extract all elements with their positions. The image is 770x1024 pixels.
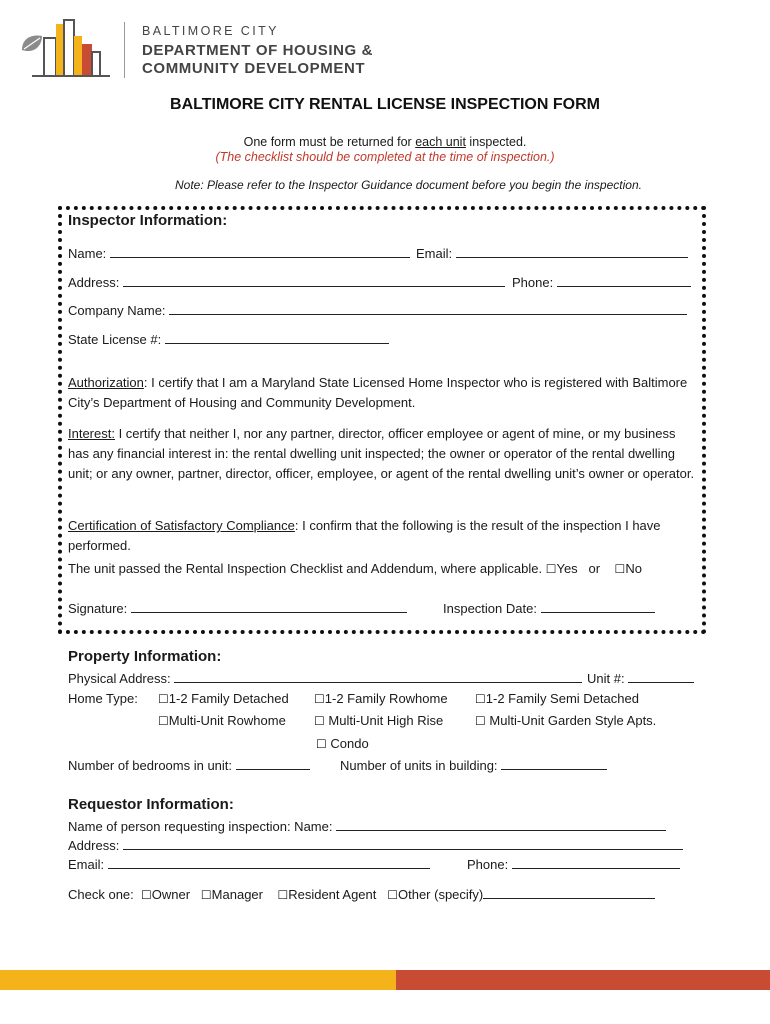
home-type-multi-garden[interactable]: ☐ Multi-Unit Garden Style Apts. bbox=[475, 713, 657, 728]
home-type-1-2-semi-detached[interactable]: ☐1-2 Family Semi Detached bbox=[475, 691, 639, 706]
company-name-field[interactable] bbox=[169, 302, 687, 315]
requestor-email-field[interactable] bbox=[108, 856, 430, 869]
physical-address-row: Physical Address: bbox=[68, 670, 582, 686]
inspector-name-field[interactable] bbox=[110, 245, 410, 258]
timing-note: (The checklist should be completed at the time of inspection.) bbox=[215, 150, 555, 164]
footer-bar-yellow bbox=[0, 970, 396, 990]
logo-graphic bbox=[18, 16, 114, 80]
requestor-name-field[interactable] bbox=[336, 818, 666, 831]
requestor-phone-row: Phone: bbox=[467, 856, 680, 872]
signature-field[interactable] bbox=[131, 600, 407, 613]
home-type-multi-rowhome[interactable]: ☐Multi-Unit Rowhome bbox=[158, 713, 286, 728]
physical-address-field[interactable] bbox=[174, 670, 582, 683]
requestor-address-field[interactable] bbox=[123, 837, 683, 850]
signature-row: Signature: bbox=[68, 600, 407, 616]
inspector-phone-row: Phone: bbox=[512, 274, 691, 290]
unit-row: Unit #: bbox=[587, 670, 694, 686]
bedrooms-field[interactable] bbox=[236, 757, 310, 770]
bedrooms-row: Number of bedrooms in unit: bbox=[68, 757, 310, 773]
hcd-logo bbox=[18, 16, 114, 80]
requestor-heading: Requestor Information: bbox=[68, 796, 234, 813]
state-license-field[interactable] bbox=[165, 331, 389, 344]
company-row: Company Name: bbox=[68, 302, 687, 318]
requestor-address-row: Address: bbox=[68, 837, 683, 853]
passed-yes-checkbox[interactable]: ☐ bbox=[545, 562, 557, 576]
inspector-heading: Inspector Information: bbox=[68, 212, 228, 229]
check-one-row: Check one: ☐Owner ☐Manager ☐Resident Agent ☐Other (specify) bbox=[68, 886, 655, 902]
guidance-note: Note: Please refer to the Inspector Guidance document before you begin the inspection. bbox=[175, 178, 642, 192]
home-type-1-2-detached[interactable]: ☐1-2 Family Detached bbox=[158, 691, 289, 706]
unit-number-field[interactable] bbox=[628, 670, 694, 683]
header-divider bbox=[124, 22, 125, 78]
inspection-date-row: Inspection Date: bbox=[443, 600, 655, 616]
property-heading: Property Information: bbox=[68, 648, 222, 665]
requestor-manager-option[interactable]: ☐Manager bbox=[200, 887, 263, 902]
authorization-paragraph: Authorization: I certify that I am a Maryland State Licensed Home Inspector who is registered with Baltimore City’s Department of Housing and Community Development. bbox=[68, 375, 688, 410]
inspector-email-field[interactable] bbox=[456, 245, 688, 258]
home-type-condo[interactable]: ☐ Condo bbox=[316, 736, 369, 751]
home-type-multi-high-rise[interactable]: ☐ Multi-Unit High Rise bbox=[314, 713, 444, 728]
home-type-label: Home Type: bbox=[68, 691, 138, 706]
passed-no-checkbox[interactable]: ☐ bbox=[614, 562, 626, 576]
requestor-resident-agent-option[interactable]: ☐Resident Agent bbox=[277, 887, 377, 902]
home-type-1-2-rowhome[interactable]: ☐1-2 Family Rowhome bbox=[314, 691, 448, 706]
inspector-name-row: Name: bbox=[68, 245, 410, 261]
license-row: State License #: bbox=[68, 331, 389, 347]
inspector-address-field[interactable] bbox=[123, 274, 505, 287]
org-community: COMMUNITY DEVELOPMENT bbox=[142, 60, 366, 77]
org-city: BALTIMORE CITY bbox=[142, 24, 279, 38]
footer-bar-red bbox=[396, 970, 770, 990]
inspection-date-field[interactable] bbox=[541, 600, 655, 613]
passed-row: The unit passed the Rental Inspection Checklist and Addendum, where applicable. ☐Yes or ☐No bbox=[68, 561, 642, 576]
org-department: DEPARTMENT OF HOUSING & bbox=[142, 42, 374, 59]
requestor-owner-option[interactable]: ☐Owner bbox=[141, 887, 191, 902]
requestor-other-option[interactable]: ☐Other (specify) bbox=[387, 887, 484, 902]
inspector-email-row: Email: bbox=[416, 245, 688, 261]
certification-paragraph: Certification of Satisfactory Compliance: I confirm that the following is the result of the inspection I have performed. bbox=[68, 518, 661, 553]
interest-paragraph: Interest: I certify that neither I, nor any partner, director, officer employee or agent of mine, or my business has any financial interest in: the rental dwelling unit inspected; the owner or operator of the rental dwelling unit; or any owner, partner, director, officer, employee, or agent of the rental dwelling unit’s owner or operator. bbox=[68, 426, 695, 481]
requestor-phone-field[interactable] bbox=[512, 856, 680, 869]
inspector-phone-field[interactable] bbox=[557, 274, 691, 287]
requestor-other-field[interactable] bbox=[483, 886, 655, 899]
units-in-building-field[interactable] bbox=[501, 757, 607, 770]
form-subtitle: One form must be returned for each unit inspected. bbox=[243, 135, 527, 149]
requestor-email-row: Email: bbox=[68, 856, 430, 872]
units-row: Number of units in building: bbox=[340, 757, 607, 773]
form-title: BALTIMORE CITY RENTAL LICENSE INSPECTION FORM bbox=[170, 96, 600, 113]
requestor-name-row: Name of person requesting inspection: Name: bbox=[68, 818, 666, 834]
inspector-address-row: Address: bbox=[68, 274, 505, 290]
